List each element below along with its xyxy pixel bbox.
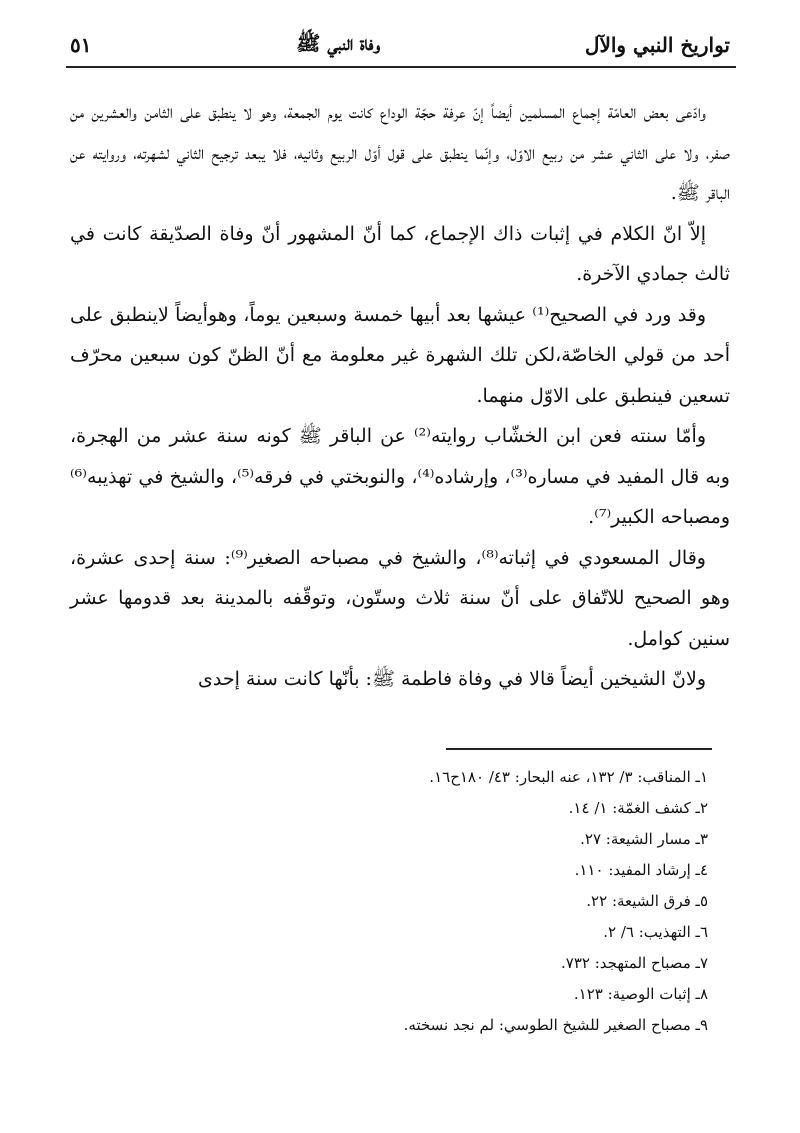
running-header [70, 28, 730, 62]
footnote: ١ـ المناقب: ٣/ ١٣٢، عنه البحار: ٤٣/ ١٨٠ح١٦. [429, 768, 708, 786]
footnote: ٣ـ مسار الشيعة: ٢٧. [580, 830, 708, 848]
footnotes [108, 762, 708, 1041]
footnote: ٨ـ إثبات الوصية: ١٢٣. [573, 985, 708, 1003]
chapter-title: وفاة النبي ﷺ [296, 30, 381, 55]
paragraph: وقال المسعودي في إثباته⁽⁸⁾، والشيخ في مصباحه الصغير⁽⁹⁾: سنة إحدى عشرة، وهو الصحيح للاتّفاق على أنّ سنة ثلاث وستّون، وتوقّفه بالمدينة بعد قدومها عشر سنين كوامل. [70, 546, 730, 650]
header-divider [66, 66, 736, 68]
footnote: ٤ـ إرشاد المفيد: ١١٠. [574, 861, 708, 879]
footnote: ٧ـ مصباح المتهجد: ٧٣٢. [561, 954, 708, 972]
paragraph: إلاّ انّ الكلام في إثبات ذاك الإجماع، كما أنّ المشهور أنّ وفاة الصدّيقة كانت في ثالث جمادي الآخرة. [70, 222, 730, 285]
paragraph: وأمّا سنته فعن ابن الخشّاب روايته⁽²⁾ عن الباقر ﷺ كونه سنة عشر من الهجرة، وبه قال المفيد في مساره⁽³⁾، وإرشاده⁽⁴⁾، والنوبختي في فرقه⁽⁵⁾، والشيخ في تهذيبه⁽⁶⁾ ومصباحه الكبير⁽⁷⁾. [70, 425, 730, 528]
footnote-divider [446, 748, 712, 750]
book-title: تواريخ النبي والآل [584, 33, 730, 57]
paragraph: وقد ورد في الصحيح⁽¹⁾ عيشها بعد أبيها خمسة وسبعين يوماً، وهوأيضاً لاينطبق على أحد من قولي الخاصّة،لكن تلك الشهرة غير معلومة مع أنّ الظنّ كون سبعين محرّف تسعين فينطبق على الاوّل منهما. [70, 303, 730, 407]
paragraph: وادّعى بعض العامّة إجماع المسلمين أيضاً إنّ عرفة حجّة الوداع كانت يوم الجمعة، وهو لا ينطبق على الثامن والعشرين من صفر، ولا على الثاني عشر من ربيع الاوّل، وإنّما ينطبق على قول أوّل الربيع وثانيه، فلا يبعد ترجيح الثاني لشهرته، وروايته عن الباقر ﷺ. [70, 101, 730, 204]
paragraph: ولانّ الشيخين أيضاً قالا في وفاة فاطمة ﷺ: بأنّها كانت سنة إحدى [198, 668, 706, 690]
footnote: ٥ـ فرق الشيعة: ٢٢. [586, 892, 708, 910]
footnote: ٩ـ مصباح الصغير للشيخ الطوسي: لم نجد نسخته. [403, 1016, 708, 1034]
main-text [70, 92, 730, 700]
footnote: ٦ـ التهذيب: ٦/ ٢. [603, 923, 708, 941]
footnote: ٢ـ كشف الغمّة: ١/ ١٤. [568, 799, 708, 817]
page-number: ٥١ [70, 33, 92, 57]
